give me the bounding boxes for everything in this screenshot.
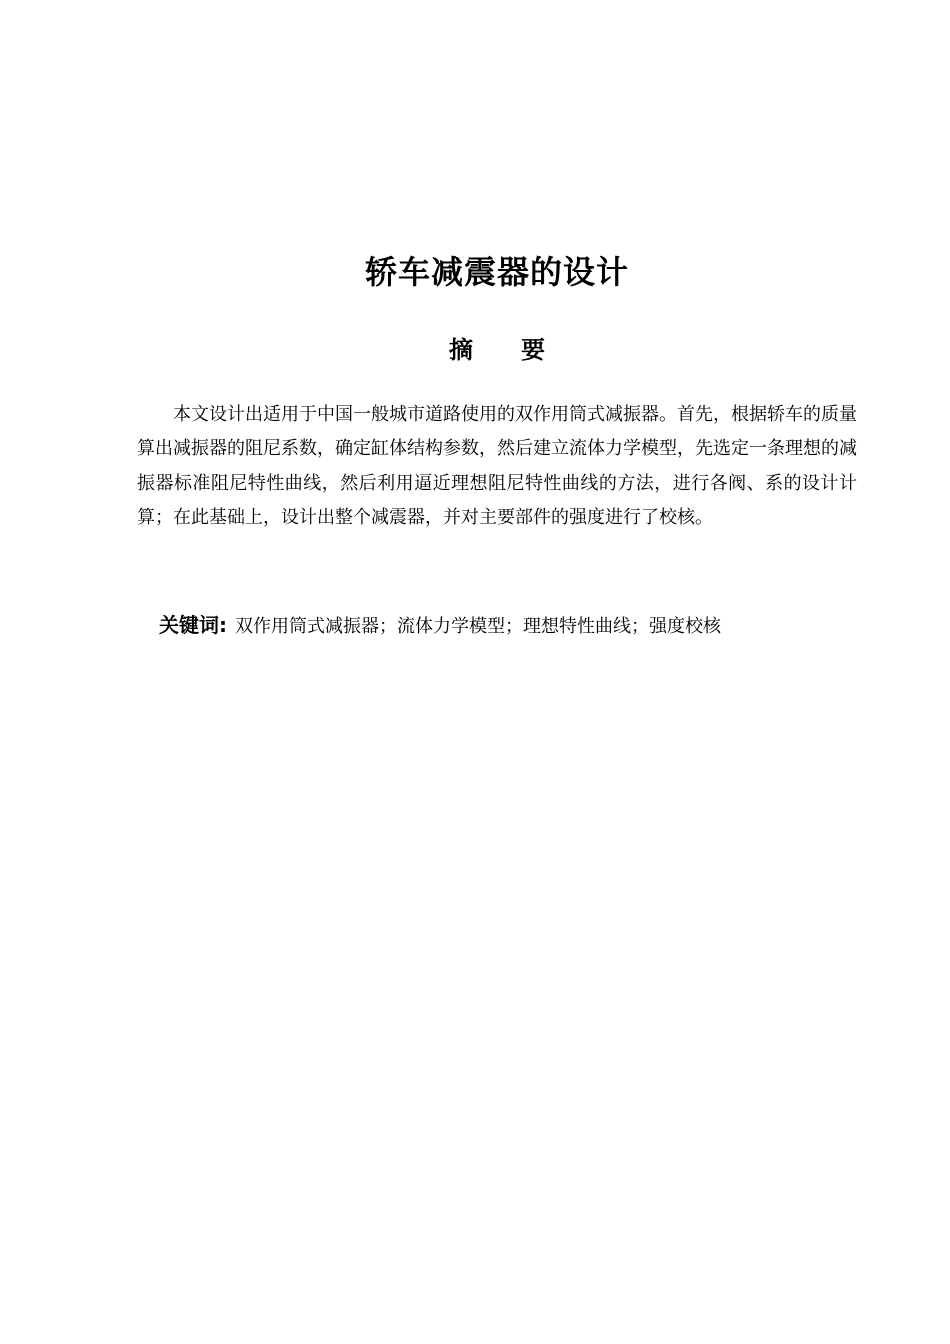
abstract-heading <box>0 332 950 368</box>
abstract-body: 本文设计出适用于中国一般城市道路使用的双作用筒式减振器。首先，根据轿车的质量算出减振器的阻尼系数，确定缸体结构参数，然后建立流体力学模型，先选定一条理想的减振器标准阻尼特性曲线，然后利用逼近理想阻尼特性曲线的方法，进行各阀、系的设计计算；在此基础上，设计出整个减震器，并对主要部件的强度进行了校核。 <box>137 404 857 528</box>
document-title: 轿车减震器的设计 <box>364 253 629 291</box>
keywords-label: 关键词: <box>159 613 227 637</box>
abstract-heading-second-char: 要 <box>521 336 545 364</box>
keywords-line <box>159 610 859 642</box>
keywords-text: 双作用筒式减振器；流体力学模型；理想特性曲线；强度校核 <box>235 616 721 637</box>
abstract-heading-first-char: 摘 <box>449 336 473 364</box>
